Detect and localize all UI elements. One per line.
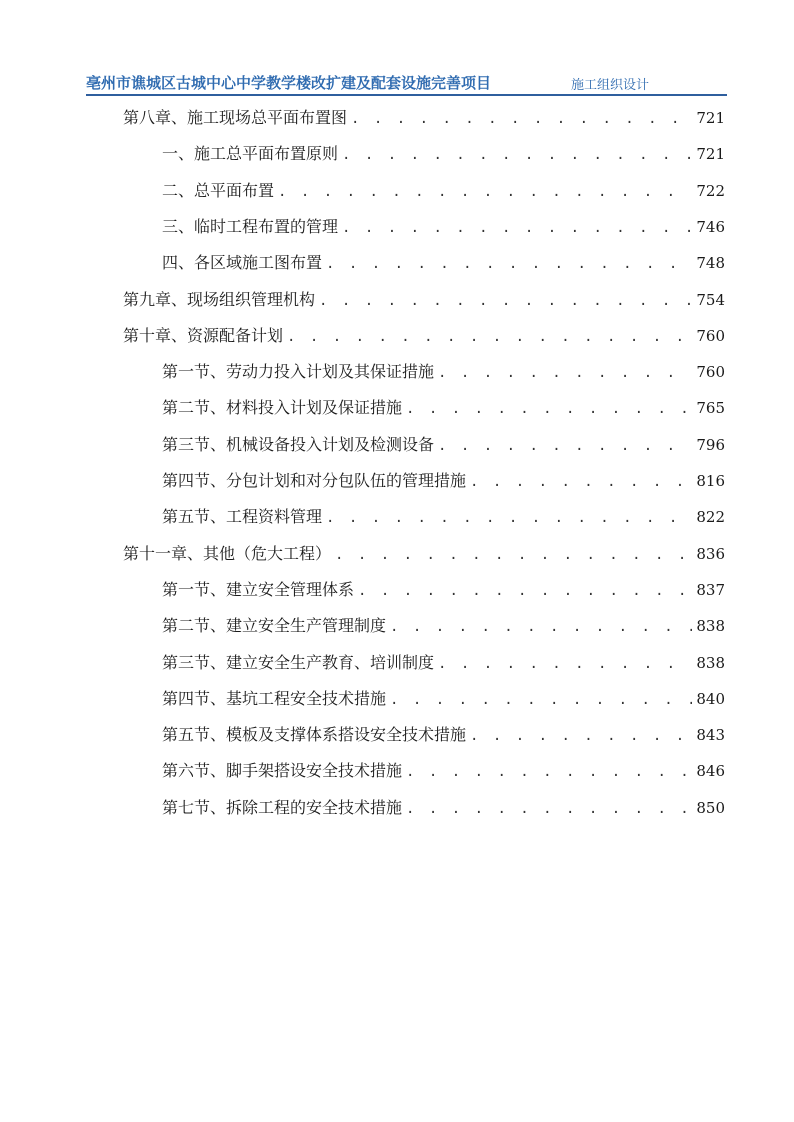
toc-entry[interactable] bbox=[162, 575, 725, 605]
toc-entry-page-number: 722 bbox=[696, 181, 725, 200]
toc-entry-page-number: 822 bbox=[696, 508, 725, 527]
toc-entry-title: 第九章、现场组织管理机构 bbox=[123, 289, 316, 309]
toc-dot-leader bbox=[406, 794, 692, 824]
toc-entry[interactable] bbox=[162, 212, 725, 242]
toc-entry-title: 第四节、分包计划和对分包队伍的管理措施 bbox=[162, 471, 467, 490]
toc-entry-title: 一、施工总平面布置原则 bbox=[162, 144, 339, 164]
toc-entry[interactable] bbox=[162, 684, 725, 714]
toc-entry-title: 第一节、劳动力投入计划及其保证措施 bbox=[162, 362, 435, 382]
toc-entry-title: 第六节、脚手架搭设安全技术措施 bbox=[162, 761, 403, 781]
toc-entry-title: 第四节、基坑工程安全技术措施 bbox=[162, 688, 387, 708]
toc-dot-leader bbox=[319, 286, 692, 316]
toc-dot-leader bbox=[326, 503, 692, 533]
toc-entry-title: 第十一章、其他（危大工程） bbox=[123, 543, 332, 563]
toc-entry[interactable] bbox=[123, 539, 725, 569]
toc-entry-title: 二、总平面布置 bbox=[162, 180, 275, 200]
toc-entry[interactable] bbox=[123, 285, 725, 315]
toc-entry-page-number: 748 bbox=[696, 254, 725, 273]
document-type: 施工组织设计 bbox=[571, 78, 650, 93]
toc-entry-page-number: 846 bbox=[696, 762, 725, 781]
toc-entry-page-number: 754 bbox=[696, 290, 725, 309]
toc-entry[interactable] bbox=[162, 502, 725, 532]
toc-entry-title: 第五节、工程资料管理 bbox=[162, 507, 323, 527]
toc-entry[interactable] bbox=[162, 393, 725, 423]
toc-dot-leader bbox=[390, 612, 692, 642]
toc-dot-leader bbox=[342, 213, 692, 243]
toc-entry-page-number: 746 bbox=[696, 217, 725, 236]
toc-entry-page-number: 721 bbox=[696, 145, 725, 164]
toc-entry-page-number: 838 bbox=[696, 653, 725, 672]
toc-entry[interactable] bbox=[162, 176, 725, 206]
toc-entry-title: 第三节、建立安全生产教育、培训制度 bbox=[162, 652, 435, 672]
toc-dot-leader bbox=[470, 467, 692, 497]
toc-dot-leader bbox=[438, 431, 692, 461]
toc-dot-leader bbox=[342, 140, 692, 170]
toc-entry-title: 第七节、拆除工程的安全技术措施 bbox=[162, 797, 403, 817]
page-header bbox=[86, 70, 727, 96]
toc-entry[interactable] bbox=[162, 648, 725, 678]
toc-entry-page-number: 837 bbox=[696, 580, 725, 599]
toc-entry[interactable] bbox=[162, 756, 725, 786]
toc-entry[interactable] bbox=[162, 139, 725, 169]
toc-dot-leader bbox=[406, 394, 692, 424]
toc-entry-page-number: 843 bbox=[696, 726, 725, 745]
toc-entry-page-number: 760 bbox=[696, 326, 725, 345]
project-title: 亳州市谯城区古城中心中学教学楼改扩建及配套设施完善项目 bbox=[86, 74, 492, 92]
toc-entry[interactable] bbox=[162, 248, 725, 278]
toc-entry-title: 第八章、施工现场总平面布置图 bbox=[123, 108, 348, 127]
toc-entry-title: 第二节、材料投入计划及保证措施 bbox=[162, 398, 403, 418]
toc-entry-page-number: 816 bbox=[696, 472, 725, 490]
toc-dot-leader bbox=[358, 576, 692, 606]
toc-dot-leader bbox=[438, 358, 692, 388]
toc-entry-title: 第十章、资源配备计划 bbox=[123, 325, 284, 345]
toc-dot-leader bbox=[326, 249, 692, 279]
toc-entry-page-number: 836 bbox=[696, 544, 725, 563]
toc-entry[interactable] bbox=[162, 720, 725, 750]
toc-dot-leader bbox=[351, 104, 692, 134]
toc-entry-page-number: 765 bbox=[696, 399, 725, 418]
toc-entry-page-number: 840 bbox=[696, 689, 725, 708]
toc-entry-title: 第二节、建立安全生产管理制度 bbox=[162, 616, 387, 636]
toc-entry[interactable] bbox=[162, 466, 725, 496]
toc-dot-leader bbox=[287, 322, 692, 352]
toc-entry-title: 第三节、机械设备投入计划及检测设备 bbox=[162, 434, 435, 454]
toc-entry-title: 第一节、建立安全管理体系 bbox=[162, 579, 355, 599]
toc-entry[interactable] bbox=[162, 430, 725, 460]
toc-entry-page-number: 850 bbox=[696, 798, 725, 817]
toc-entry-page-number: 838 bbox=[696, 617, 725, 636]
toc-dot-leader bbox=[335, 540, 692, 570]
toc-entry-page-number: 796 bbox=[696, 435, 725, 454]
toc-entry-title: 第五节、模板及支撑体系搭设安全技术措施 bbox=[162, 725, 467, 745]
toc-entry[interactable] bbox=[162, 611, 725, 641]
toc-dot-leader bbox=[390, 685, 692, 715]
toc-dot-leader bbox=[406, 757, 692, 787]
toc-entry[interactable] bbox=[123, 103, 725, 133]
toc-entry[interactable] bbox=[162, 793, 725, 823]
toc-entry-page-number: 760 bbox=[696, 363, 725, 382]
toc-entry[interactable] bbox=[123, 321, 725, 351]
toc-entry-page-number: 721 bbox=[696, 109, 725, 127]
toc-entry-title: 三、临时工程布置的管理 bbox=[162, 216, 339, 236]
toc-dot-leader bbox=[470, 721, 692, 751]
toc-dot-leader bbox=[278, 177, 692, 207]
toc-entry[interactable] bbox=[162, 357, 725, 387]
toc-entry-title: 四、各区域施工图布置 bbox=[162, 253, 323, 273]
toc-dot-leader bbox=[438, 649, 692, 679]
